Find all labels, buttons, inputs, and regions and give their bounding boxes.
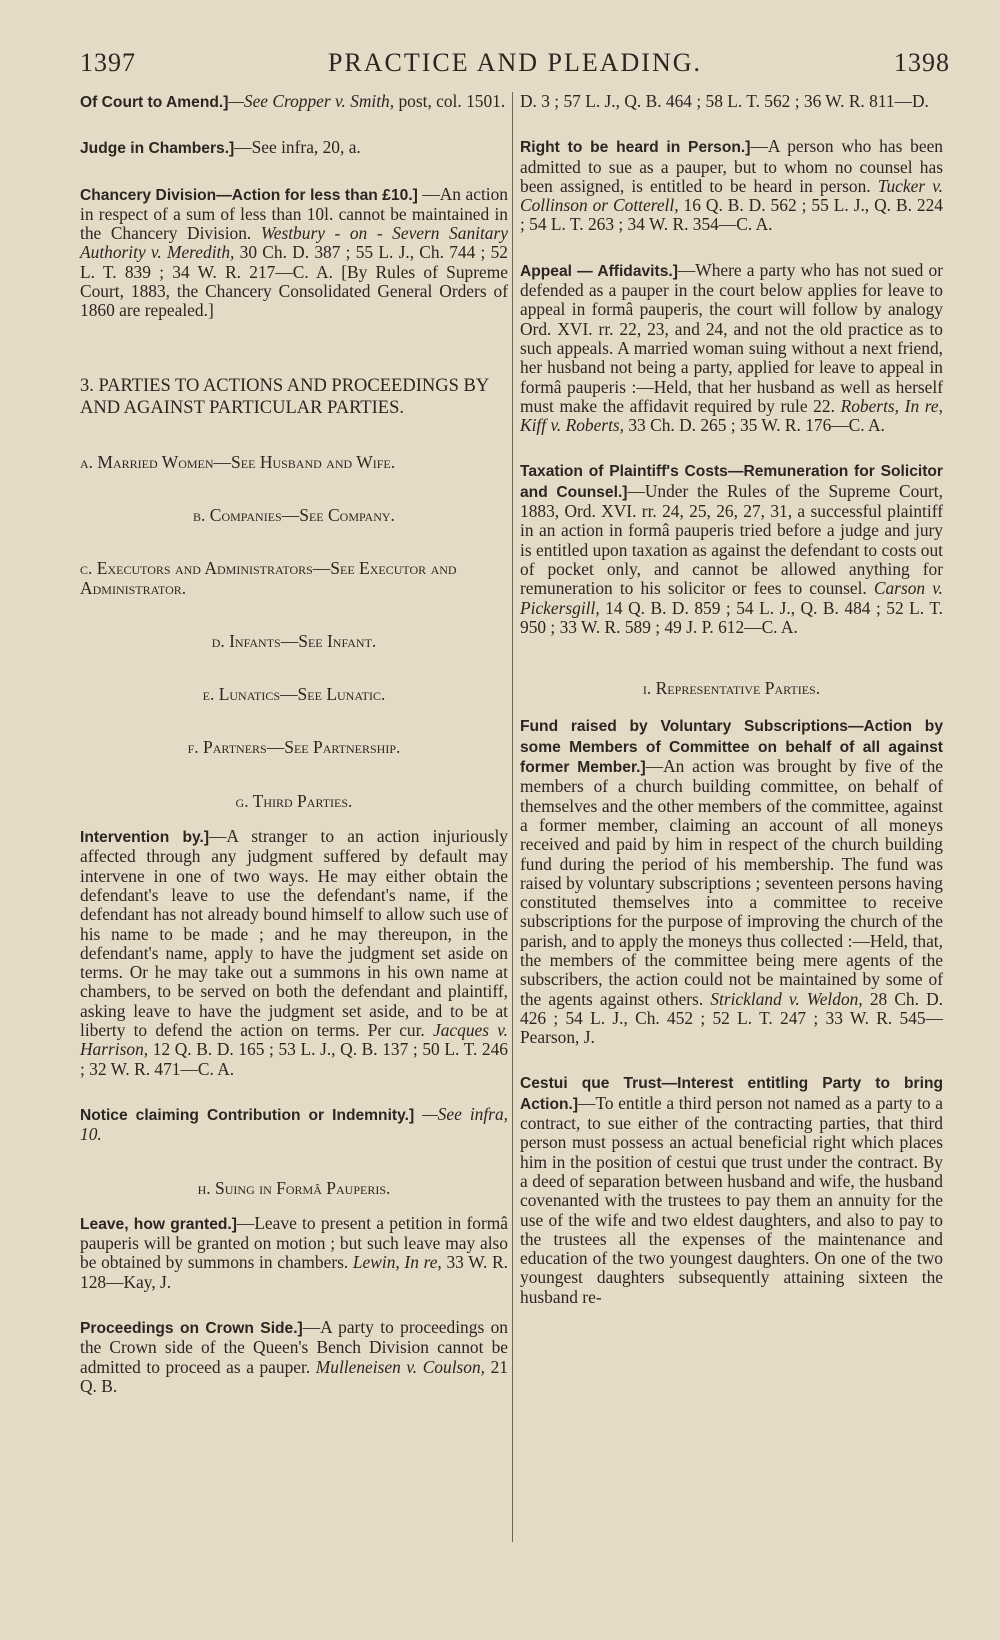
entry-crown-side xyxy=(80,1318,508,1396)
subsection-f: f. Partners—See Partnership. xyxy=(187,737,401,758)
entry-text: —A party to proceedings on the Crown side of the Queen's Bench Division cannot be admitted to proceed as a pauper. xyxy=(80,1316,508,1377)
subsection-a: a. Married Women—See Husband and Wife. xyxy=(80,451,396,472)
entry-text: —A stranger to an action injuriously affected through any judgment suffered by default may intervene in one of two ways. He may either obtain the defendant's leave to use the defendant's name, if the defendant has not already bound himself to allow such use of his name to be made ; and he may thereupon, in the defendant's name, apply to have the judgment set aside on terms. Or he may take out a summons in his own name at chambers, to be served on both the defendant and plaintiff, asking leave to have the judgment set aside, and to be at liberty to defend the action on terms. Per cur. xyxy=(80,826,508,1041)
citation: post, col. 1501. xyxy=(394,91,506,111)
entry-text: —An action in respect of a sum of less than 10l. cannot be maintained in the Chancery Division. xyxy=(80,183,508,244)
subsection-g: g. Third Parties. xyxy=(235,790,353,811)
entry-of-court-to-amend xyxy=(80,92,508,112)
see-ref: —See xyxy=(228,91,273,111)
entry-text: —Where a party who has not sued or defended as a pauper in the court below applies for leave to appeal in formâ pauperis, the court will follow by analogy Ord. XVI. rr. 22, 23, and 24, and not the old practice as to such appeals. A married woman suing without a next friend, her husband not being a party, applied for leave to appeal in formâ pauperis :—Held, that her husband as well as herself must make the affidavit required by rule 22. xyxy=(520,259,943,416)
entry-leave-how-granted xyxy=(80,1214,508,1292)
see-ref: —See infra, 20, a. xyxy=(234,137,361,158)
case-name: Carson v. Pickersgill, xyxy=(520,578,943,618)
entry-heading: Proceedings on Crown Side.] xyxy=(80,1319,303,1337)
column-divider xyxy=(512,92,513,1542)
case-name: Jacques v. Harrison, xyxy=(80,1020,508,1060)
page-header xyxy=(80,48,950,84)
page-number-left: 1397 xyxy=(80,48,136,77)
entry-judge-in-chambers xyxy=(80,138,508,158)
entry-appeal-affidavits xyxy=(520,261,943,436)
entry-text: —To entitle a third person not named as a party to a contract, to sue either of the contracting parties, that third person must possess an actual beneficial right which places him in the position of cestui que trust under the contract. By a deed of separation between husband and wife, the husband covenanted with the trustees to pay them an annuity for the use of the wife and two eldest daughters, and also to pay to the trustees all the expenses of the maintenance and education of the two youngest daughters. On one of the two youngest daughters subsequently attaining sixteen the husband re- xyxy=(520,1092,943,1307)
running-title: PRACTICE AND PLEADING. xyxy=(327,48,703,77)
entry-text: —A person who has been admitted to sue as a pauper, but to whom no counsel has been assigned, is entitled to be heard in person. xyxy=(520,136,943,196)
continued-citation: D. 3 ; 57 L. J., Q. B. 464 ; 58 L. T. 562 ; 36 W. R. 811—D. xyxy=(520,91,929,111)
citation: 28 Ch. D. 426 ; 54 L. J., Ch. 452 ; 52 L. T. 247 ; 33 W. R. 545—Pearson, J. xyxy=(520,988,944,1048)
entry-heading: Judge in Chambers.] xyxy=(80,140,235,158)
subsection-h: h. Suing in Formâ Pauperis. xyxy=(197,1177,391,1198)
entry-cestui-que-trust xyxy=(520,1073,943,1307)
subsection-c: c. Executors and Administrators—See Executor and Administrator. xyxy=(80,558,457,598)
entry-heading: Appeal — Affidavits.] xyxy=(520,262,678,280)
case-name: Lewin, In re, xyxy=(352,1252,442,1273)
citation: 30 Ch. D. 387 ; 55 L. J., Ch. 744 ; 52 L. T. 839 ; 34 W. R. 217—C. A. [By Rules of Supreme Court, 1883, the Chancery Consolidated General Orders of 1860 are repealed.] xyxy=(80,242,508,321)
right-column xyxy=(520,92,943,1307)
entry-text: —Under the Rules of the Supreme Court, 1883, Ord. XVI. rr. 24, 25, 26, 27, 31, a successful plaintiff in an action in formâ pauperis tried before a judge and jury is entitled upon taxation as against the defendant to costs out of pocket only, and cannot be allowed anything for remuneration to his solicitor or fees to counsel. xyxy=(520,480,943,599)
section-heading-3: 3. PARTIES TO ACTIONS AND PROCEEDINGS BY AND AGAINST PARTICULAR PARTIES. xyxy=(80,375,489,418)
entry-heading: Cestui que Trust—Interest entitling Party to bring Action.] xyxy=(520,1075,943,1113)
entry-intervention xyxy=(80,827,508,1079)
case-name: Cropper v. Smith, xyxy=(272,91,395,111)
entry-taxation-costs xyxy=(520,461,943,637)
subsection-i: i. Representative Parties. xyxy=(642,678,821,699)
subsection-d: d. Infants—See Infant. xyxy=(211,630,377,651)
entry-text: —Leave to present a petition in formâ pauperis will be granted on motion ; but such leave may also be obtained by summons in chambers. xyxy=(80,1212,508,1273)
entry-chancery-division xyxy=(80,185,508,321)
entry-heading: Of Court to Amend.] xyxy=(80,94,229,111)
case-name: Westbury - on - Severn Sanitary Authority v. Meredith, xyxy=(80,223,508,263)
entry-heading: Right to be heard in Person.] xyxy=(520,139,751,157)
left-column xyxy=(80,92,508,1396)
subsection-e: e. Lunatics—See Lunatic. xyxy=(202,684,386,705)
citation: 21 Q. B. xyxy=(80,1356,508,1396)
entry-heading: Chancery Division—Action for less than £10.] xyxy=(80,186,418,204)
citation: 12 Q. B. D. 165 ; 53 L. J., Q. B. 137 ; 50 L. T. 246 ; 32 W. R. 471—C. A. xyxy=(80,1039,508,1079)
case-name: Roberts, In re, Kiff v. Roberts, xyxy=(520,395,943,436)
entry-heading: Intervention by.] xyxy=(80,829,210,847)
subsection-b: b. Companies—See Company. xyxy=(193,504,395,525)
entry-voluntary-subscriptions xyxy=(520,716,943,1047)
see-ref: —See infra, 10. xyxy=(80,1103,508,1145)
case-name: Tucker v. Collinson or Cotterell, xyxy=(520,175,943,216)
entry-heading: Taxation of Plaintiff's Costs—Remuneration for Solicitor and Counsel.] xyxy=(520,463,943,501)
citation: 33 Ch. D. 265 ; 35 W. R. 176—C. A. xyxy=(624,415,885,436)
entry-heading: Notice claiming Contribution or Indemnity.] xyxy=(80,1106,415,1124)
citation: 14 Q. B. D. 859 ; 54 L. J., Q. B. 484 ; 52 L. T. 950 ; 33 W. R. 589 ; 49 J. P. 612—C. A. xyxy=(520,597,943,637)
entry-heading: Leave, how granted.] xyxy=(80,1215,237,1233)
case-name: Strickland v. Weldon, xyxy=(710,988,863,1009)
entry-notice-contribution xyxy=(80,1105,508,1145)
page-number-right: 1398 xyxy=(894,48,950,77)
entry-heading: Fund raised by Voluntary Subscriptions—Action by some Members of Committee on behalf of all against former Member.] xyxy=(520,718,943,777)
case-name: Mulleneisen v. Coulson, xyxy=(315,1356,486,1377)
entry-text: —An action was brought by five of the members of a church building committee, on behalf of themselves and the other members of the committee, against a former member, claiming an account of all moneys received and paid by him in respect of the church building fund during the period of his membership. The fund was raised by voluntary subscriptions ; seventeen persons having constituted themselves into a committee to receive subscriptions for the purpose of improving the church of the parish, and to apply the moneys thus collected :—Held, that, the members of the committee being mere agents of the subscribers, the action could not be maintained by some of the agents against others. xyxy=(520,756,944,1009)
citation: 16 Q. B. D. 562 ; 55 L. J., Q. B. 224 ; 54 L. T. 263 ; 34 W. R. 354—C. A. xyxy=(520,195,943,235)
citation: 33 W. R. 128—Kay, J. xyxy=(80,1252,508,1292)
entry-right-to-be-heard xyxy=(520,137,943,234)
